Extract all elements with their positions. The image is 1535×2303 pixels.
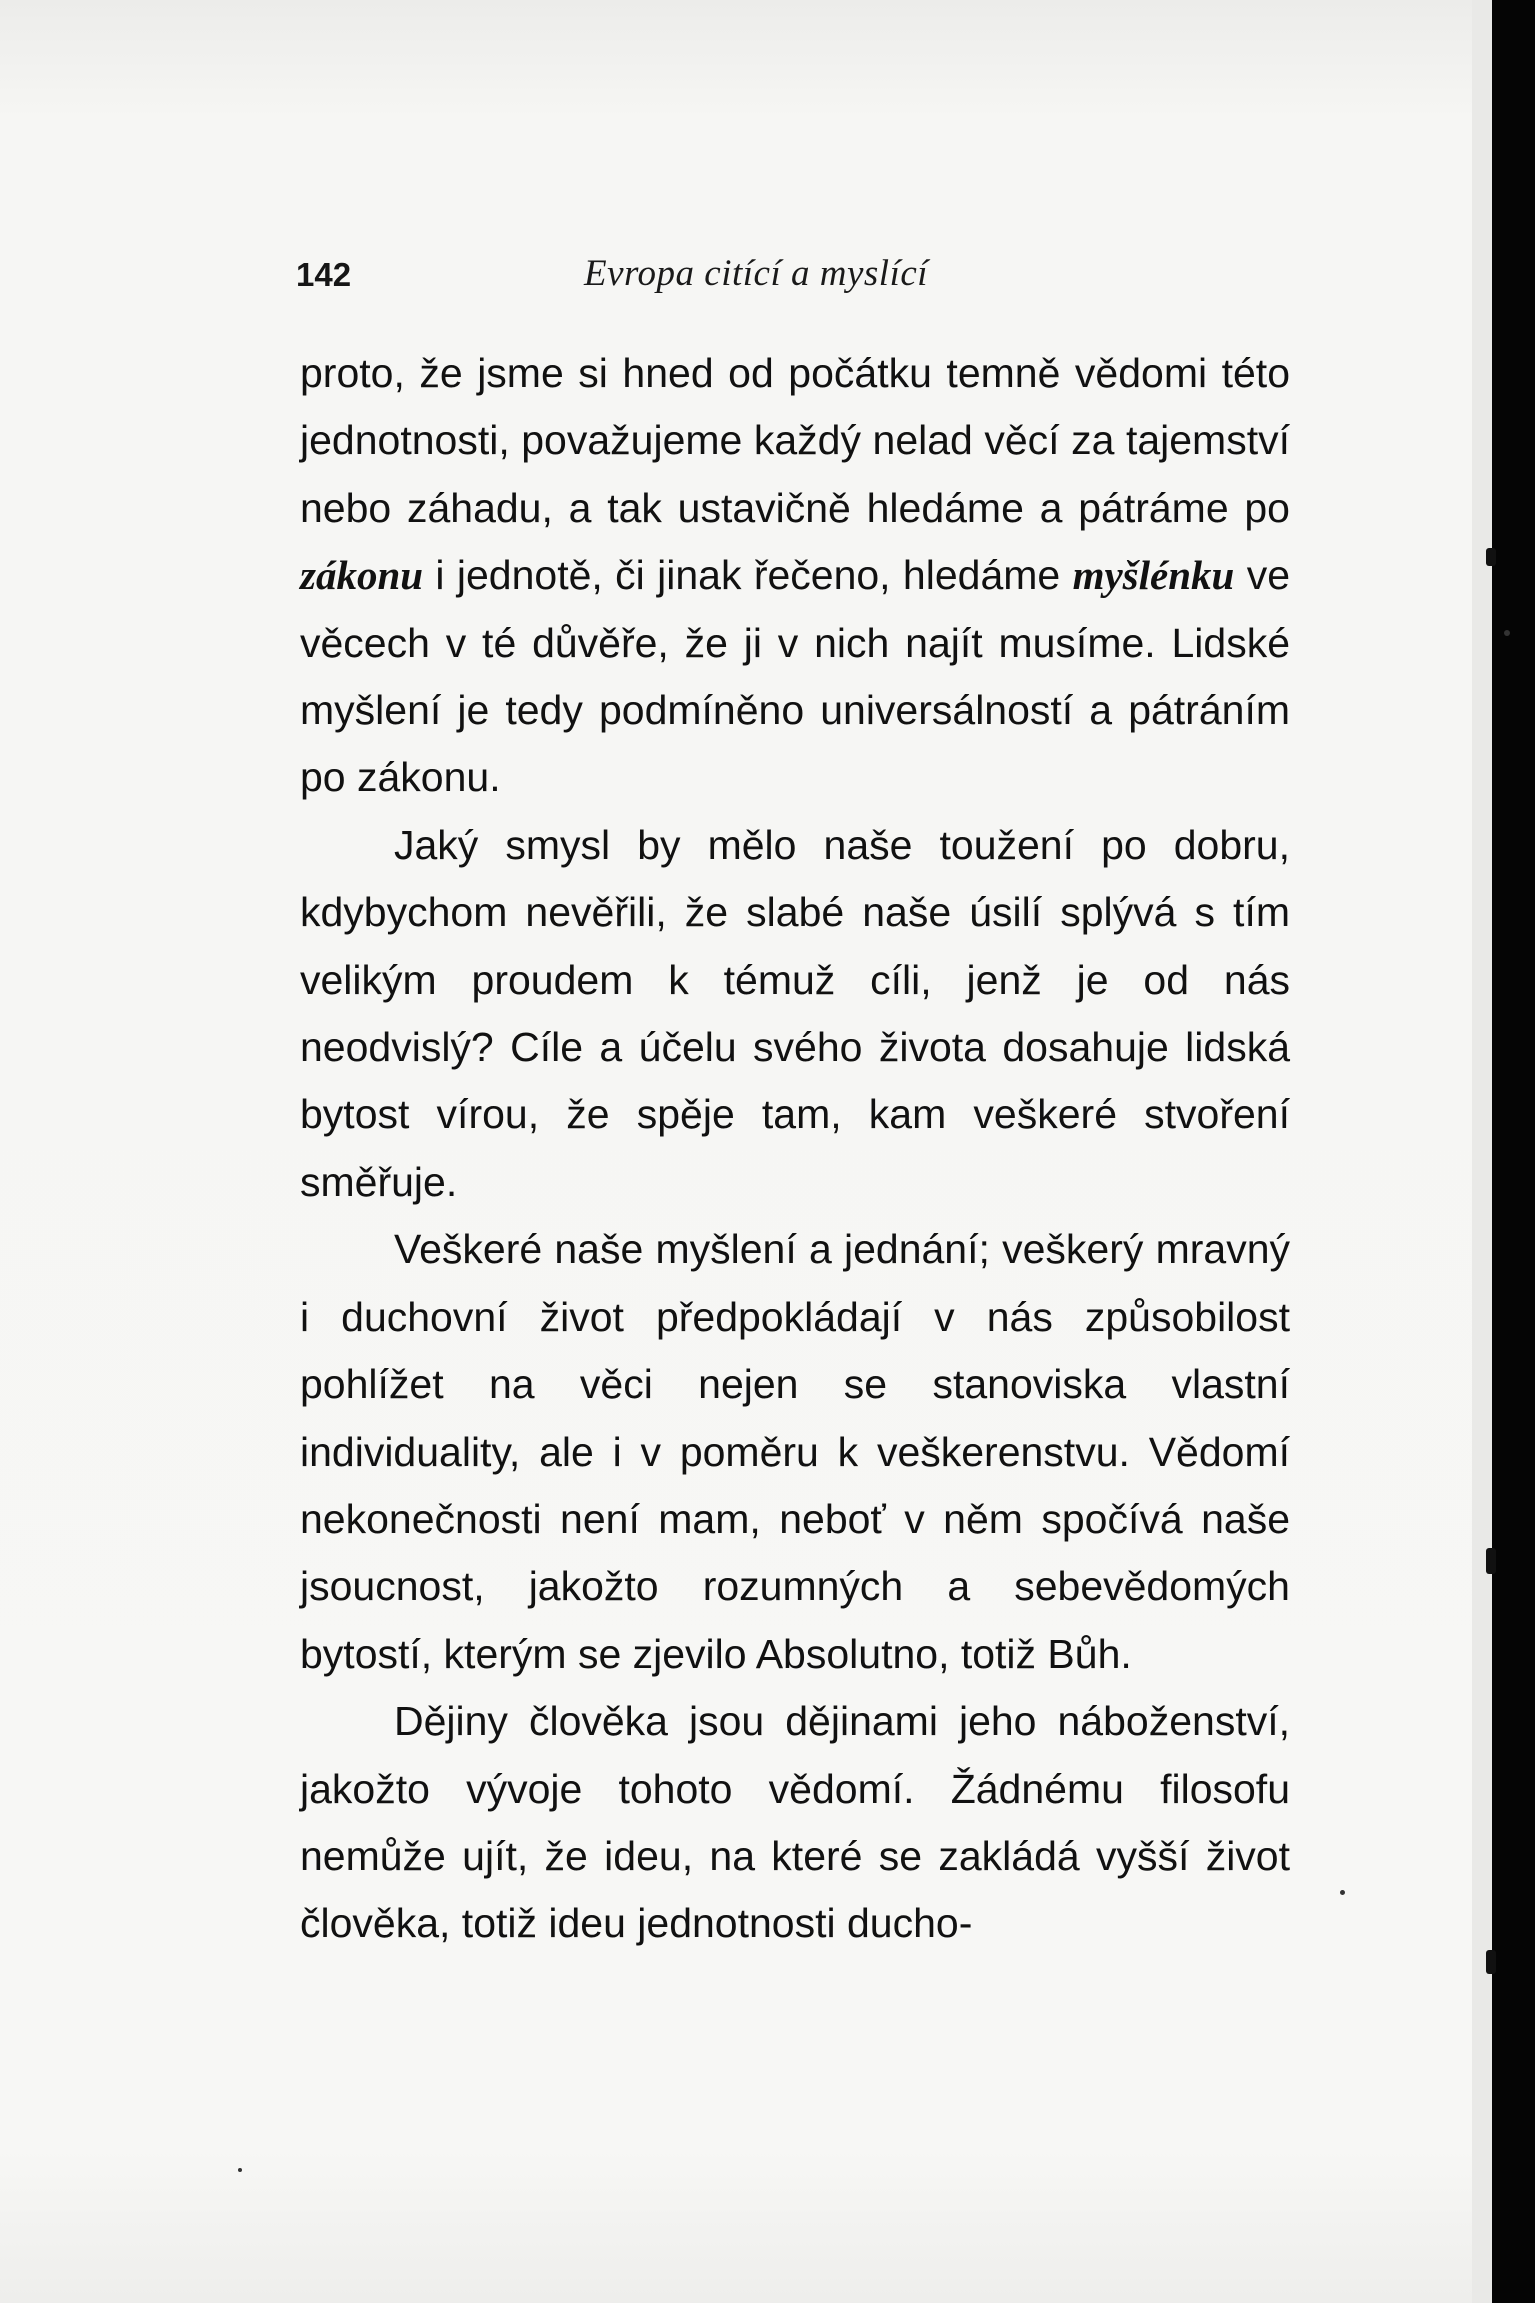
text-run: proto, že jsme si hned od počátku temně vědomi této jednotnosti, považujeme každý nelad věcí za tajemství nebo záhadu, a tak ustavičně hledáme a pátráme po (300, 350, 1290, 531)
paragraph: Jaký smysl by mělo naše toužení po dobru, kdybychom nevěřili, že slabé naše úsilí splývá s tím velikým proudem k témuž cíli, jenž je od nás neodvislý? Cíle a účelu svého života dosahuje lidská bytost vírou, že spěje tam, kam veškeré stvoření směřuje. (300, 821, 1290, 1205)
running-title: Evropa citící a myslící (584, 253, 929, 294)
scan-border (1492, 0, 1535, 2303)
scan-speck (1340, 1890, 1345, 1895)
emphasis: myšlénku (1072, 552, 1235, 599)
page-number: 142 (296, 256, 352, 293)
scan-speck (238, 2168, 242, 2172)
running-header (296, 248, 1286, 298)
binding-mark (1486, 1950, 1496, 1974)
scan-speck (1504, 630, 1510, 636)
paragraph (300, 340, 1290, 812)
paragraph: Dějiny člověka jsou dějinami jeho náboženství, jakožto vývoje tohoto vědomí. Žádnému filosofu nemůže ujít, že ideu, na které se zakládá vyšší život člověka, totiž ideu jednotnosti ducho- (300, 1698, 1290, 1947)
text-run: ve věcech v té důvěře, že ji v nich najít musíme. Lidské myšlení je tedy podmíněno universálností a pátráním po zákonu. (300, 552, 1290, 801)
binding-mark (1486, 1548, 1496, 1574)
body-text (300, 340, 1290, 1958)
binding-mark (1486, 548, 1496, 566)
text-run: i jednotě, či jinak řečeno, hledáme (423, 552, 1073, 599)
emphasis: zákonu (300, 552, 424, 599)
paragraph: Veškeré naše myšlení a jednání; veškerý mravný i duchovní život předpokládají v nás způsobilost pohlížet na věci nejen se stanoviska vlastní individuality, ale i v poměru k veškerenstvu. Vědomí nekonečnosti není mam, neboť v něm spočívá naše jsoucnost, jakožto rozumných a sebevědomých bytostí, kterým se zjevilo Absolutno, totiž Bůh. (300, 1226, 1290, 1677)
